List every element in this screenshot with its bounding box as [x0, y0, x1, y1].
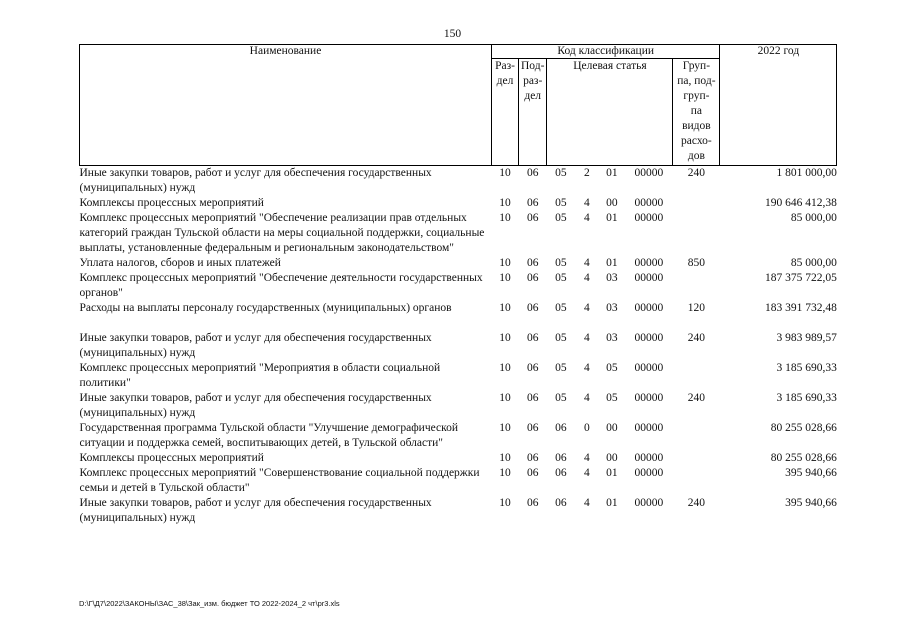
row-expense-group [673, 211, 720, 256]
row-expense-group: 850 [687, 257, 706, 269]
row-expense-group [673, 361, 720, 391]
row-name: Комплекс процессных мероприятий "Мероприятия в области социальной политики" [79, 362, 441, 389]
row-amount: 85 000,00 [790, 257, 837, 269]
row-razdel: 10 [499, 212, 511, 224]
row-expense-group: 120 [687, 302, 706, 314]
row-target-direction: 00000 [634, 332, 664, 344]
row-razdel: 10 [499, 452, 511, 464]
row-target-direction: 00000 [634, 197, 664, 209]
table-row [80, 196, 837, 211]
row-target-type: 4 [584, 257, 590, 269]
header-podrazdel: Под- раз- дел [519, 59, 547, 166]
row-target-type: 0 [584, 422, 590, 434]
row-razdel: 10 [499, 392, 511, 404]
row-target-complex: 03 [606, 272, 618, 284]
table-row [80, 211, 837, 256]
row-target-complex: 01 [606, 467, 618, 479]
header-gruppa: Груп- па, под- груп- па видов расхо- дов [673, 59, 720, 166]
row-razdel: 10 [499, 362, 511, 374]
row-amount: 190 646 412,38 [765, 197, 837, 209]
row-expense-group [673, 451, 720, 466]
row-target-program: 05 [555, 362, 567, 374]
row-razdel: 10 [499, 497, 511, 509]
row-target-type: 4 [584, 362, 590, 374]
row-target-type: 4 [584, 212, 590, 224]
row-podrazdel: 06 [526, 302, 539, 314]
row-target-direction: 00000 [634, 212, 664, 224]
row-amount: 80 255 028,66 [770, 452, 837, 464]
row-podrazdel: 06 [526, 332, 539, 344]
row-expense-group: 240 [687, 167, 706, 179]
row-amount: 3 185 690,33 [776, 392, 837, 404]
row-razdel: 10 [499, 257, 511, 269]
row-name: Иные закупки товаров, работ и услуг для обеспечения государственных (муниципальных) нужд [79, 497, 432, 524]
row-amount: 395 940,66 [785, 467, 837, 479]
row-target-type: 4 [584, 497, 590, 509]
row-target-type: 4 [584, 392, 590, 404]
row-target-complex: 00 [606, 197, 618, 209]
row-name: Комплексы процессных мероприятий [79, 197, 264, 209]
row-podrazdel: 06 [526, 272, 539, 284]
row-razdel: 10 [499, 302, 511, 314]
row-target-complex: 01 [606, 212, 618, 224]
table-row [80, 466, 837, 496]
row-name: Уплата налогов, сборов и иных платежей [79, 257, 281, 269]
row-target-program: 06 [555, 422, 567, 434]
row-podrazdel: 06 [526, 422, 539, 434]
row-target-program: 05 [555, 302, 567, 314]
row-podrazdel: 06 [526, 452, 539, 464]
row-target-complex: 05 [606, 362, 618, 374]
row-target-program: 05 [555, 167, 567, 179]
row-target-type: 4 [584, 452, 590, 464]
row-podrazdel: 06 [526, 392, 539, 404]
row-target-program: 05 [555, 392, 567, 404]
row-expense-group: 240 [687, 332, 706, 344]
row-target-direction: 00000 [634, 257, 664, 269]
row-razdel: 10 [499, 167, 511, 179]
row-target-complex: 03 [606, 332, 618, 344]
row-target-direction: 00000 [634, 362, 664, 374]
row-target-direction: 00000 [634, 392, 664, 404]
row-target-complex: 00 [606, 452, 618, 464]
row-name: Комплекс процессных мероприятий "Обеспечение деятельности государственных органов" [79, 272, 483, 299]
row-name: Расходы на выплаты персоналу государственных (муниципальных) органов [79, 302, 452, 314]
row-target-program: 05 [555, 212, 567, 224]
table-row [80, 421, 837, 451]
table-row [80, 451, 837, 466]
table-row [80, 271, 837, 301]
row-target-program: 06 [555, 452, 567, 464]
row-name: Иные закупки товаров, работ и услуг для обеспечения государственных (муниципальных) нужд [79, 167, 432, 194]
row-amount: 85 000,00 [790, 212, 837, 224]
row-razdel: 10 [499, 272, 511, 284]
row-target-complex: 03 [606, 302, 618, 314]
row-target-direction: 00000 [634, 497, 664, 509]
row-podrazdel: 06 [526, 497, 539, 509]
header-celevaya-statya: Целевая статья [547, 59, 673, 166]
row-podrazdel: 06 [526, 167, 539, 179]
header-razdel: Раз- дел [492, 59, 519, 166]
row-razdel: 10 [499, 332, 511, 344]
row-expense-group [673, 466, 720, 496]
header-code-classification: Код классификации [492, 45, 720, 59]
row-podrazdel: 06 [526, 197, 539, 209]
row-expense-group: 240 [687, 497, 706, 509]
row-name: Иные закупки товаров, работ и услуг для обеспечения государственных (муниципальных) нужд [79, 392, 432, 419]
row-target-type: 4 [584, 467, 590, 479]
row-target-program: 05 [555, 272, 567, 284]
row-target-type: 4 [584, 197, 590, 209]
table-row [80, 361, 837, 391]
row-expense-group [673, 271, 720, 301]
header-year: 2022 год [720, 45, 837, 166]
row-expense-group: 240 [687, 392, 706, 404]
row-podrazdel: 06 [526, 212, 539, 224]
row-amount: 187 375 722,05 [765, 272, 837, 284]
file-path-footer: D:\Г\Д7\2022\ЗАКОНЫ\ЗАС_38\Зак_изм. бюджет ТО 2022-2024_2 чт\pr3.xls [79, 599, 340, 608]
row-name: Иные закупки товаров, работ и услуг для обеспечения государственных (муниципальных) нужд [79, 332, 432, 359]
row-target-program: 05 [555, 332, 567, 344]
row-target-direction: 00000 [634, 302, 664, 314]
row-target-type: 4 [584, 302, 590, 314]
row-target-program: 05 [555, 257, 567, 269]
row-name: Комплексы процессных мероприятий [79, 452, 264, 464]
row-amount: 395 940,66 [785, 497, 837, 509]
table-row [80, 391, 837, 421]
row-target-type: 4 [584, 272, 590, 284]
row-target-direction: 00000 [634, 467, 664, 479]
row-razdel: 10 [499, 422, 511, 434]
row-amount: 1 801 000,00 [776, 167, 837, 179]
header-name: Наименование [80, 45, 492, 166]
row-expense-group [673, 421, 720, 451]
row-target-complex: 05 [606, 392, 618, 404]
row-target-complex: 00 [606, 422, 618, 434]
row-podrazdel: 06 [526, 257, 539, 269]
row-target-program: 06 [555, 467, 567, 479]
row-target-direction: 00000 [634, 452, 664, 464]
table-row [80, 301, 837, 331]
row-podrazdel: 06 [526, 467, 539, 479]
row-target-type: 4 [584, 332, 590, 344]
budget-table [79, 44, 837, 526]
row-target-program: 06 [555, 497, 567, 509]
row-target-direction: 00000 [634, 272, 664, 284]
row-name: Комплекс процессных мероприятий "Обеспечение реализации прав отдельных категорий граждан Тульской области на меры социальной поддержки, социальные выплаты, установленные федеральным и региональным законодательством" [79, 212, 485, 254]
row-name: Комплекс процессных мероприятий "Совершенствование социальной поддержки семьи и детей в Тульской области" [79, 467, 480, 494]
table-row [80, 256, 837, 271]
row-razdel: 10 [499, 467, 511, 479]
row-target-complex: 01 [606, 167, 618, 179]
row-amount: 3 983 989,57 [776, 332, 837, 344]
row-target-complex: 01 [606, 497, 618, 509]
page-number: 150 [443, 28, 462, 40]
row-amount: 183 391 732,48 [765, 302, 837, 314]
row-amount: 3 185 690,33 [776, 362, 837, 374]
row-name: Государственная программа Тульской области "Улучшение демографической ситуации и поддержка семей, воспитывающих детей, в Тульской области" [79, 422, 459, 449]
row-expense-group [673, 196, 720, 211]
table-row [80, 166, 837, 197]
row-target-direction: 00000 [634, 422, 664, 434]
row-target-complex: 01 [606, 257, 618, 269]
table-row [80, 331, 837, 361]
row-amount: 80 255 028,66 [770, 422, 837, 434]
row-target-program: 05 [555, 197, 567, 209]
row-podrazdel: 06 [526, 362, 539, 374]
row-target-type: 2 [584, 167, 590, 179]
table-row [80, 496, 837, 526]
row-target-direction: 00000 [634, 167, 664, 179]
row-razdel: 10 [499, 197, 511, 209]
